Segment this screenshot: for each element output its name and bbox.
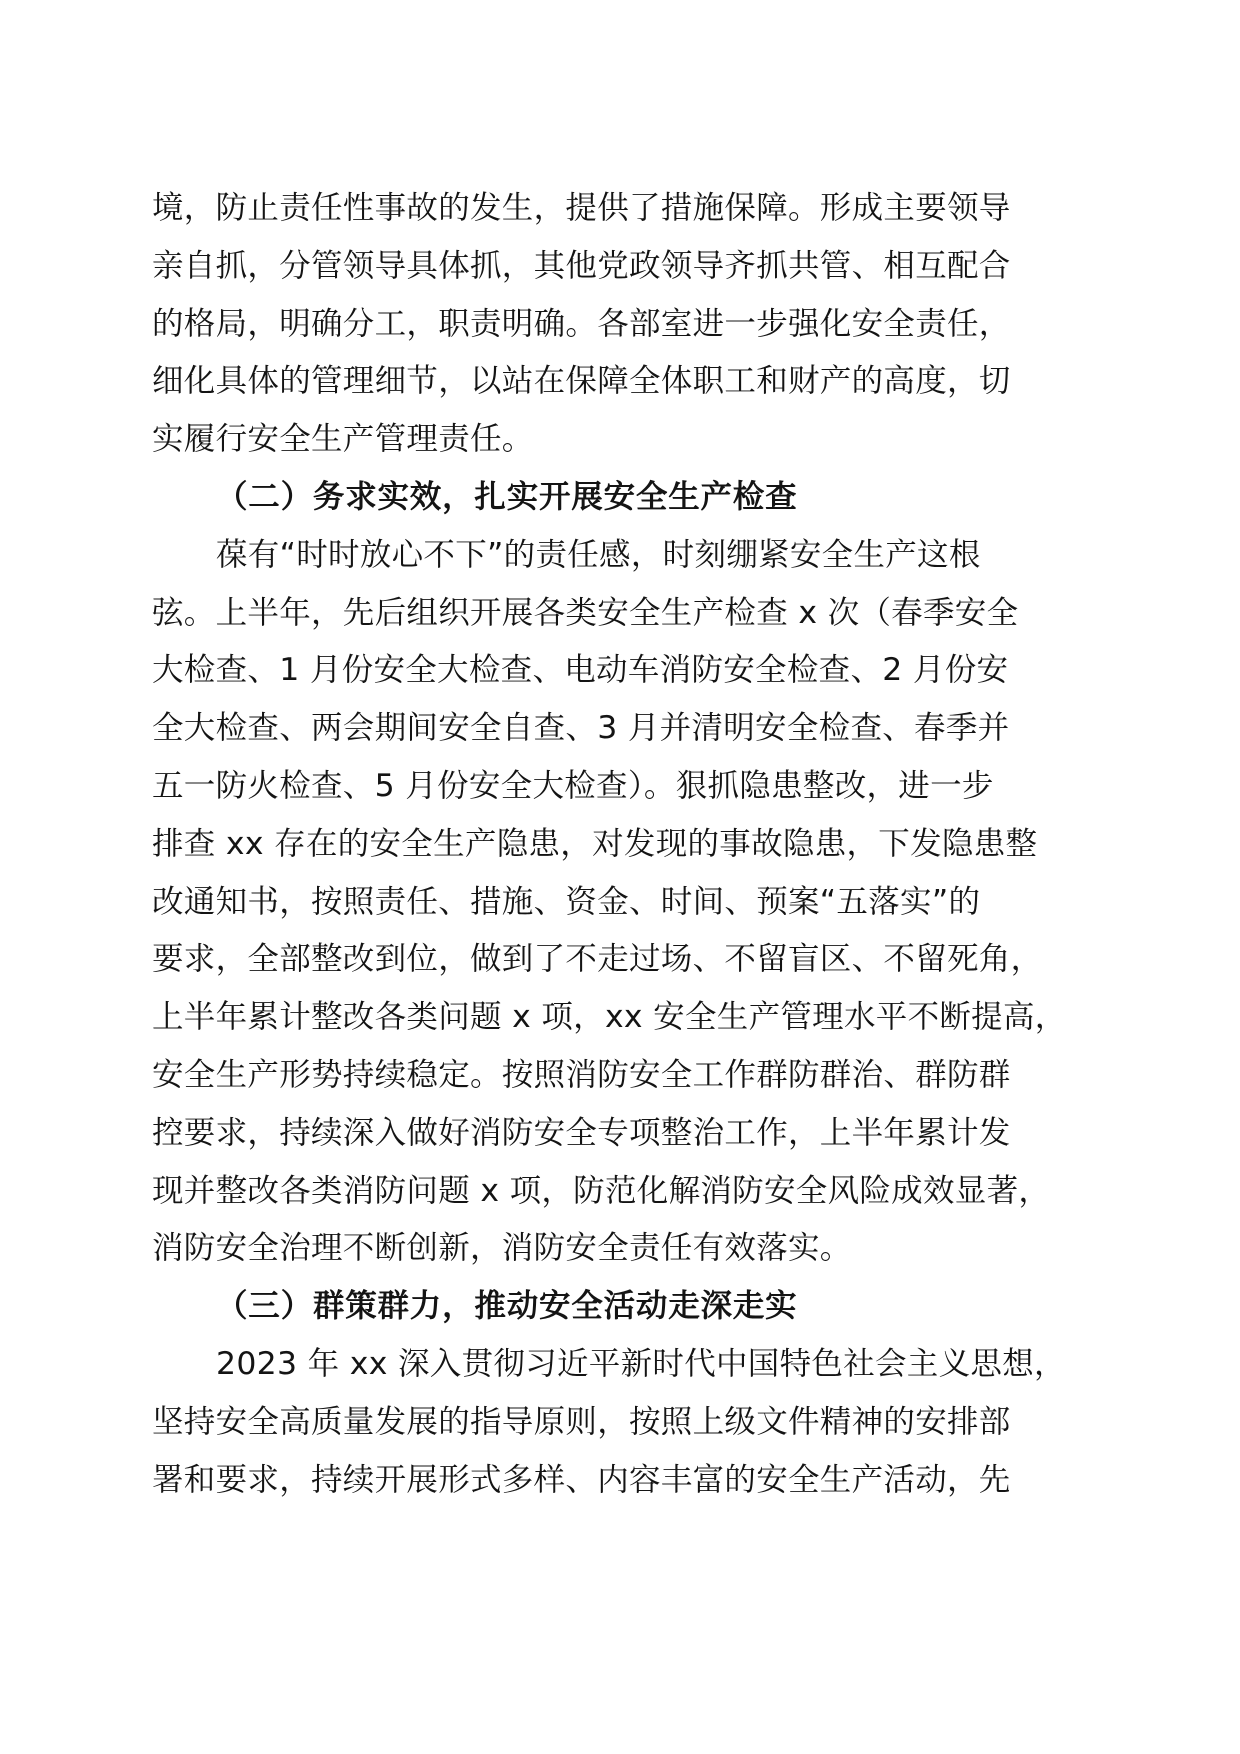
section-heading: （三）群策群力，推动安全活动走深走实 — [216, 1288, 798, 1325]
paragraph-line: 要求，全部整改到位，做到了不走过场、不留盲区、不留死角， — [152, 941, 1043, 978]
paragraph-line: 境，防止责任性事故的发生，提供了措施保障。形成主要领导 — [152, 190, 1011, 226]
paragraph-line: 五一防火检查、5 月份安全大检查）。狠抓隐患整改，进一步 — [152, 767, 994, 804]
paragraph-line: 细化具体的管理细节，以站在保障全体职工和财产的高度，切 — [152, 363, 1011, 400]
paragraph-line: 排查 xx 存在的安全生产隐患，对发现的事故隐患，下发隐患整 — [152, 825, 1038, 862]
document-body — [152, 180, 1097, 1509]
paragraph-line: 控要求，持续深入做好消防安全专项整治工作，上半年累计发 — [152, 1114, 1011, 1151]
paragraph-line: 亲自抓，分管领导具体抓，其他党政领导齐抓共管、相互配合 — [152, 247, 1011, 284]
paragraph-line: 消防安全治理不断创新，消防安全责任有效落实。 — [152, 1230, 852, 1267]
paragraph-first-line: 2023 年 xx 深入贯彻习近平新时代中国特色社会主义思想， — [216, 1345, 1066, 1382]
paragraph-line: 全大检查、两会期间安全自查、3 月并清明安全检查、春季并 — [152, 710, 1010, 747]
paragraph-line: 现并整改各类消防问题 x 项，防范化解消防安全风险成效显著， — [152, 1172, 1051, 1209]
paragraph-line: 坚持安全高质量发展的指导原则，按照上级文件精神的安排部 — [152, 1403, 1011, 1440]
paragraph-line: 大检查、1 月份安全大检查、电动车消防安全检查、2 月份安 — [152, 652, 1009, 689]
paragraph-line: 改通知书，按照责任、措施、资金、时间、预案“五落实”的 — [152, 883, 981, 920]
paragraph-line: 上半年累计整改各类问题 x 项，xx 安全生产管理水平不断提高， — [152, 999, 1067, 1036]
paragraph-line: 弦。上半年，先后组织开展各类安全生产检查 x 次（春季安全 — [152, 594, 1019, 631]
paragraph-line: 的格局，明确分工，职责明确。各部室进一步强化安全责任， — [152, 305, 1011, 342]
paragraph-first-line: 葆有“时时放心不下”的责任感，时刻绷紧安全生产这根 — [216, 536, 981, 573]
paragraph-line: 安全生产形势持续稳定。按照消防安全工作群防群治、群防群 — [152, 1056, 1011, 1093]
paragraph-line: 实履行安全生产管理责任。 — [152, 421, 534, 458]
section-heading: （二）务求实效，扎实开展安全生产检查 — [216, 478, 798, 515]
paragraph-line: 署和要求，持续开展形式多样、内容丰富的安全生产活动，先 — [152, 1461, 1011, 1498]
